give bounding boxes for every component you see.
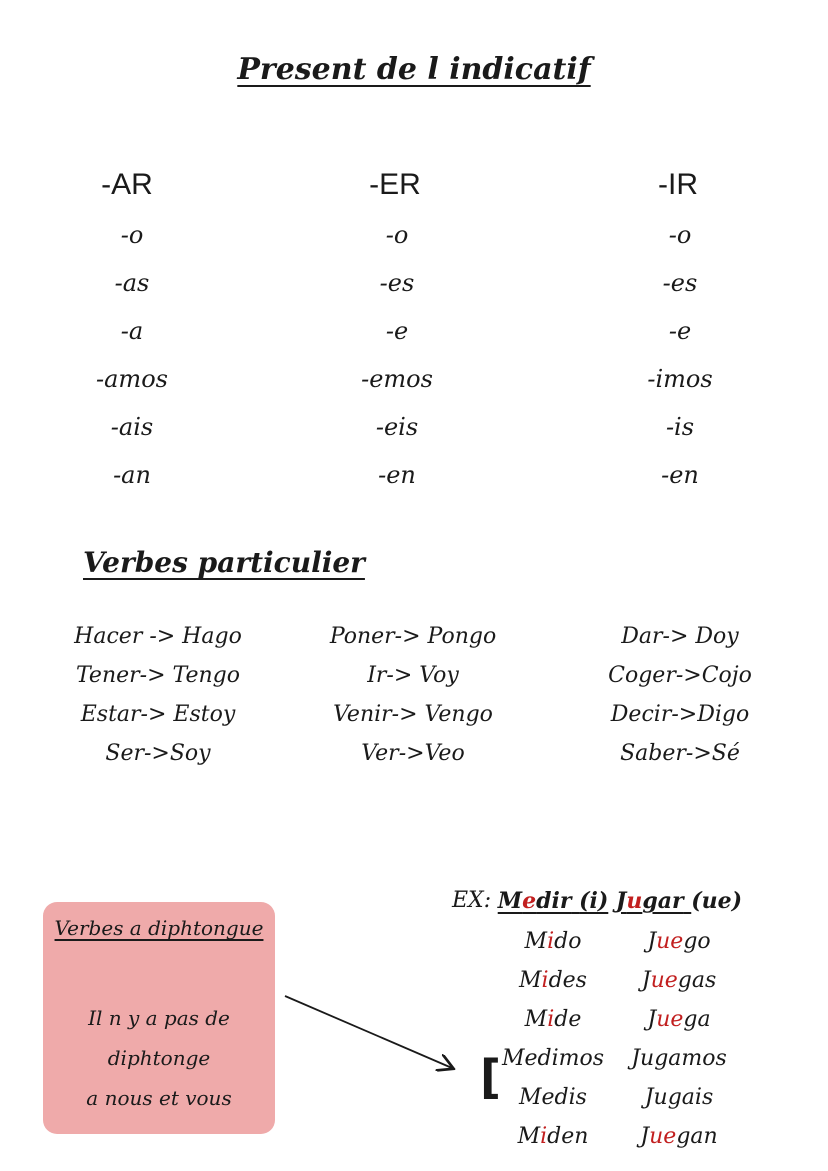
irregular-verb: Venir-> Vengo: [333, 702, 493, 727]
form-vowel: ue: [656, 929, 684, 954]
form-start: Jugamos: [631, 1046, 727, 1071]
medir-form: [488, 929, 618, 954]
ir-ending: -en: [661, 461, 699, 489]
form-end: des: [548, 968, 587, 993]
er-ending: -o: [385, 221, 409, 249]
irregular-verb: Decir->Digo: [610, 702, 750, 727]
jugar-head-note: (ue): [691, 888, 743, 914]
medir-form: [488, 1046, 618, 1071]
irregular-section-title: Verbes particulier: [83, 546, 365, 579]
irregular-verb: Estar-> Estoy: [80, 702, 236, 727]
er-ending: -eis: [375, 413, 419, 441]
er-ending: -e: [385, 317, 409, 345]
medir-head-end: dir: [536, 888, 572, 914]
jugar-form: [614, 1085, 744, 1110]
form-vowel: i: [547, 1007, 555, 1032]
form-vowel: i: [547, 929, 555, 954]
form-start: J: [641, 968, 651, 993]
ar-ending: -amos: [96, 365, 168, 393]
form-vowel: ue: [656, 1007, 684, 1032]
form-start: M: [519, 968, 542, 993]
example-label: EX:: [452, 888, 492, 913]
form-vowel: i: [540, 1124, 548, 1149]
jugar-form: [614, 929, 744, 954]
irregular-verb: Ser->Soy: [105, 741, 211, 766]
er-heading: -ER: [369, 168, 421, 201]
ir-ending: -es: [662, 269, 698, 297]
form-start: J: [647, 929, 657, 954]
bracket-mark: [: [480, 1050, 502, 1104]
form-start: M: [517, 1124, 541, 1149]
form-end: go: [683, 929, 711, 954]
form-vowel: i: [541, 968, 549, 993]
ar-ending: -an: [113, 461, 151, 489]
form-end: de: [554, 1007, 582, 1032]
page-title: Present de l indicatif: [237, 52, 591, 87]
form-start: Medimos: [501, 1046, 605, 1071]
medir-form: [488, 1085, 618, 1110]
form-end: do: [554, 929, 582, 954]
jugar-form: [614, 1046, 744, 1071]
ir-ending: -imos: [647, 365, 713, 393]
diphthong-box-title: Verbes a diphtongue: [54, 916, 264, 940]
medir-form: [488, 1124, 618, 1149]
form-start: J: [640, 1124, 650, 1149]
irregular-verb: Tener-> Tengo: [75, 663, 241, 688]
diphthong-box-line: Il n y a pas de diphtonge: [88, 1006, 230, 1070]
ir-ending: -e: [668, 317, 692, 345]
jugar-form: [614, 1007, 744, 1032]
ar-ending: -a: [120, 317, 144, 345]
medir-head-start: M: [497, 888, 523, 914]
diphthong-box-text: [43, 998, 275, 1118]
diphthong-box-line: a nous et vous: [86, 1086, 232, 1110]
irregular-verb: Ver->Veo: [361, 741, 465, 766]
medir-heading: [488, 888, 618, 914]
jugar-form: [614, 968, 744, 993]
medir-head-note: (i): [579, 888, 609, 914]
medir-form: [488, 968, 618, 993]
irregular-verb: Ir-> Voy: [367, 663, 459, 688]
irregular-verb: Saber->Sé: [620, 741, 740, 766]
jugar-head-vowel: u: [626, 888, 643, 914]
form-vowel: ue: [650, 968, 678, 993]
form-start: J: [647, 1007, 657, 1032]
form-end: gas: [677, 968, 717, 993]
form-vowel: ue: [649, 1124, 677, 1149]
form-start: M: [524, 1007, 548, 1032]
ir-heading: -IR: [658, 168, 698, 201]
ar-ending: -as: [114, 269, 150, 297]
form-start: M: [524, 929, 548, 954]
jugar-head-start: J: [615, 888, 627, 914]
jugar-form: [614, 1124, 744, 1149]
form-start: Medis: [519, 1085, 587, 1110]
jugar-head-end: gar: [642, 888, 684, 914]
irregular-verb: Coger->Cojo: [608, 663, 752, 688]
irregular-verb: Poner-> Pongo: [329, 624, 497, 649]
er-ending: -emos: [361, 365, 433, 393]
ar-ending: -ais: [110, 413, 154, 441]
ir-ending: -o: [668, 221, 692, 249]
ar-heading: -AR: [101, 168, 153, 201]
medir-head-vowel: e: [522, 888, 537, 914]
ir-ending: -is: [665, 413, 695, 441]
er-ending: -en: [378, 461, 416, 489]
ar-ending: -o: [120, 221, 144, 249]
er-ending: -es: [379, 269, 415, 297]
irregular-verb: Hacer -> Hago: [74, 624, 242, 649]
irregular-verb: Dar-> Doy: [621, 624, 739, 649]
medir-form: [488, 1007, 618, 1032]
form-start: Jugais: [644, 1085, 714, 1110]
form-end: gan: [676, 1124, 718, 1149]
form-end: ga: [683, 1007, 711, 1032]
form-end: den: [547, 1124, 589, 1149]
jugar-heading: [614, 888, 744, 914]
